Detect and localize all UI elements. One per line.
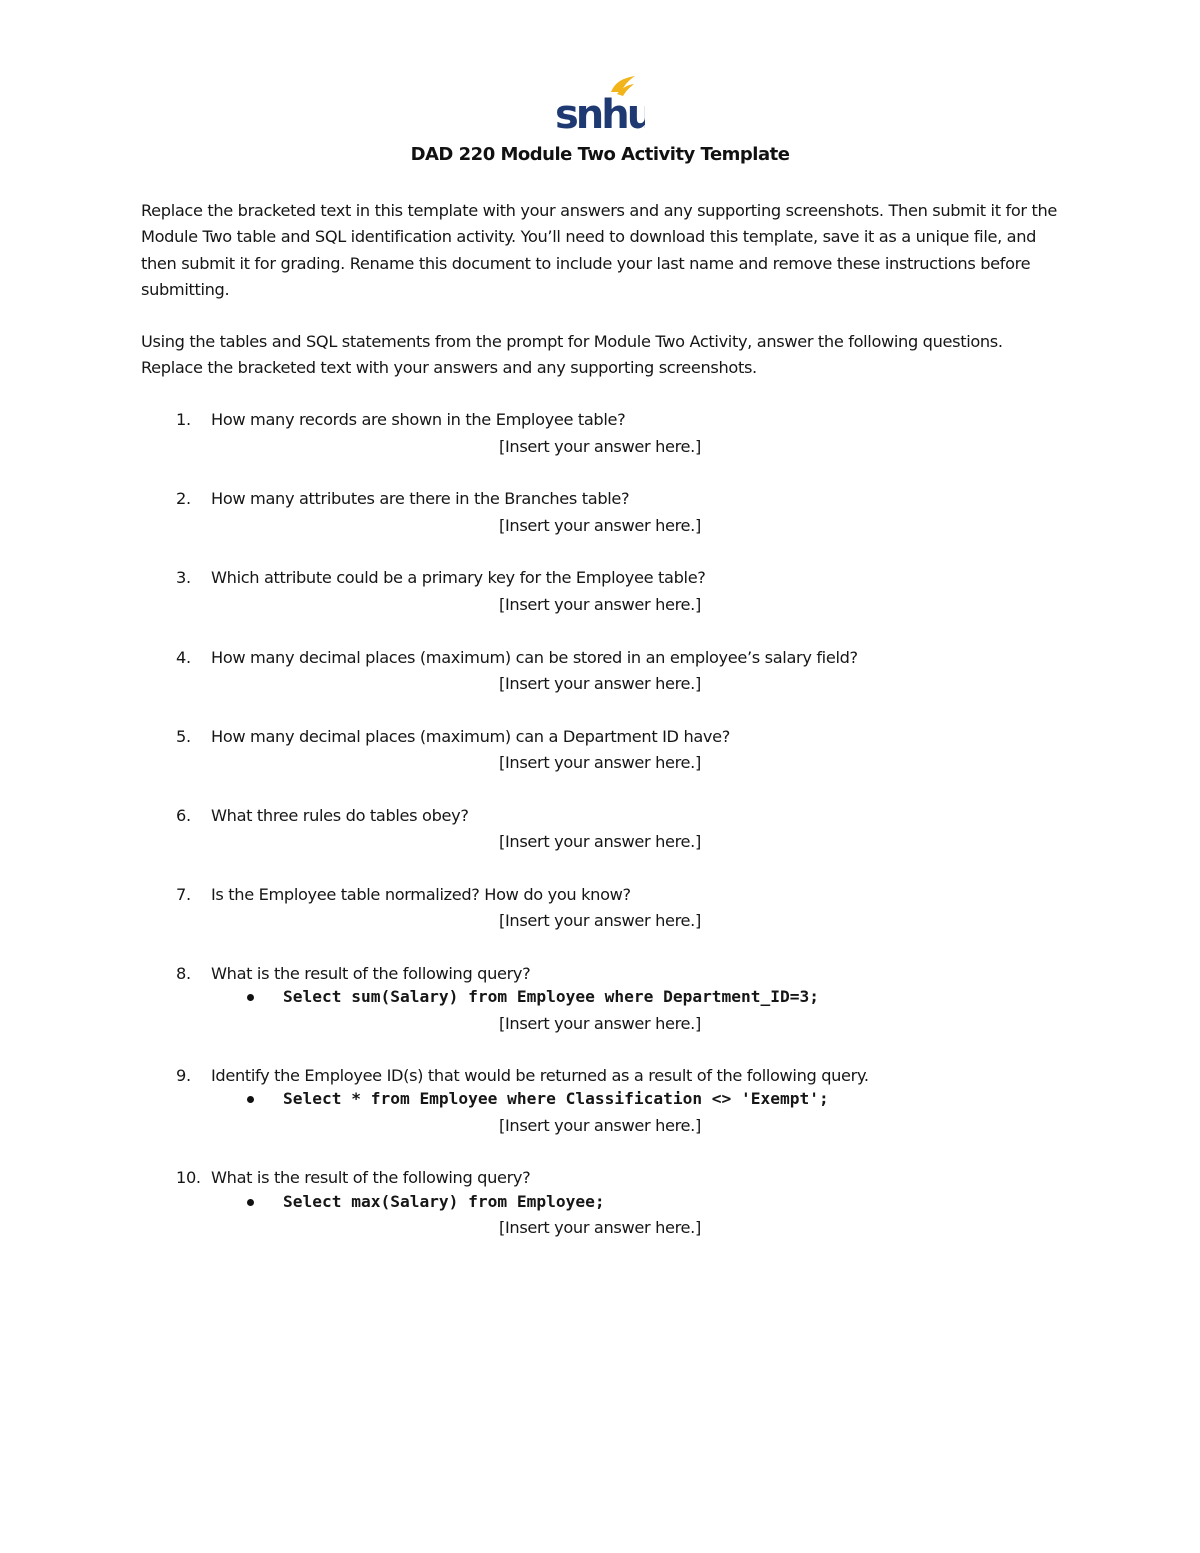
question-number: 8. <box>176 964 191 983</box>
question-text: How many decimal places (maximum) can be stored in an employee’s salary field? <box>211 648 858 667</box>
question-text: Is the Employee table normalized? How do you know? <box>211 885 631 904</box>
answer-placeholder-6: [Insert your answer here.] <box>499 832 701 851</box>
question-number: 2. <box>176 489 191 508</box>
question-text: How many attributes are there in the Branches table? <box>211 489 630 508</box>
question-number: 9. <box>176 1066 191 1085</box>
bullet-icon <box>247 1096 257 1106</box>
question-number: 4. <box>176 648 191 667</box>
bullet-icon <box>247 994 257 1004</box>
question-number: 7. <box>176 885 191 904</box>
question-text: What three rules do tables obey? <box>211 806 469 825</box>
answer-placeholder-5: [Insert your answer here.] <box>499 753 701 772</box>
question-number: 6. <box>176 806 191 825</box>
answer-placeholder-8: [Insert your answer here.] <box>499 1014 701 1033</box>
answer-placeholder-3: [Insert your answer here.] <box>499 595 701 614</box>
snhu-logo <box>555 72 645 134</box>
question-number: 10. <box>176 1168 201 1187</box>
question-text: What is the result of the following query? <box>211 1168 531 1187</box>
question-text: How many records are shown in the Employee table? <box>211 410 626 429</box>
answer-placeholder-10: [Insert your answer here.] <box>499 1218 701 1237</box>
directions-paragraph: Using the tables and SQL statements from the prompt for Module Two Activity, answer the following questions. Replace the bracketed text with your answers and any supporting screenshots. <box>141 332 1003 378</box>
question-number: 1. <box>176 410 191 429</box>
answer-placeholder-9: [Insert your answer here.] <box>499 1116 701 1135</box>
answer-placeholder-4: [Insert your answer here.] <box>499 674 701 693</box>
instructions-paragraph: Replace the bracketed text in this template with your answers and any supporting screenshots. Then submit it for the Module Two table and SQL identification activity. You’ll need to download this template, save it as a unique file, and then submit it for grading. Rename this document to include your last name and remove these instructions before submitting. <box>141 201 1058 299</box>
answer-placeholder-1: [Insert your answer here.] <box>499 437 701 456</box>
question-text: How many decimal places (maximum) can a Department ID have? <box>211 727 730 746</box>
sql-query: Select * from Employee where Classification <> 'Exempt'; <box>283 1089 829 1108</box>
page-title: DAD 220 Module Two Activity Template <box>410 144 790 165</box>
answer-placeholder-2: [Insert your answer here.] <box>499 516 701 535</box>
sql-query: Select max(Salary) from Employee; <box>283 1192 605 1211</box>
question-text: Which attribute could be a primary key for the Employee table? <box>211 568 706 587</box>
question-text: What is the result of the following query? <box>211 964 531 983</box>
snhu-logo-graphic <box>555 72 645 134</box>
bullet-icon <box>247 1199 257 1209</box>
question-number: 5. <box>176 727 191 746</box>
question-number: 3. <box>176 568 191 587</box>
question-text: Identify the Employee ID(s) that would be returned as a result of the following query. <box>211 1066 869 1085</box>
sql-query: Select sum(Salary) from Employee where Department_ID=3; <box>283 987 820 1006</box>
answer-placeholder-7: [Insert your answer here.] <box>499 911 701 930</box>
snhu-logo-text: snhu <box>555 92 645 134</box>
